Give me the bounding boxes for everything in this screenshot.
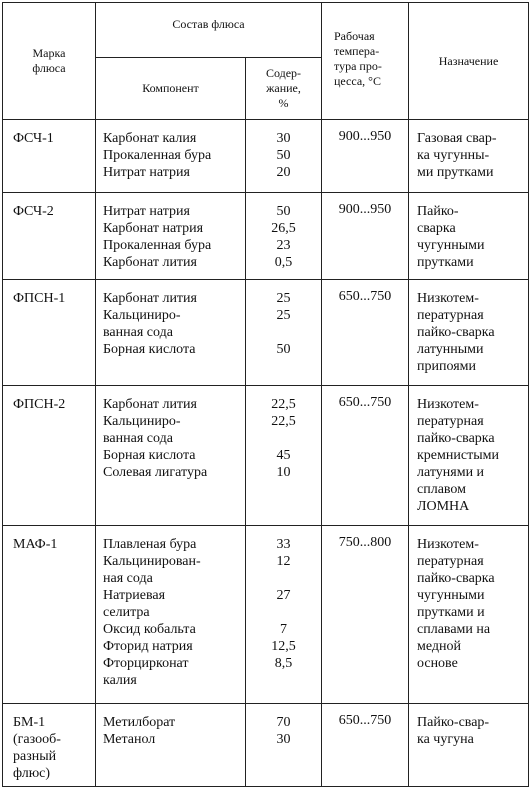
table-row [3, 704, 529, 787]
brand-cell: ФПСН-2 [3, 386, 96, 526]
brand-cell: МАФ-1 [3, 526, 96, 704]
components-cell: Карбонат лития Кальциниро- ванная сода Борная кислота [96, 280, 246, 386]
components-cell: Нитрат натрия Карбонат натрия Прокаленная бура Карбонат лития [96, 193, 246, 280]
header-content: Содер- жание, % [246, 58, 322, 120]
temperature-cell: 750...800 [322, 526, 409, 704]
components-cell: Метилборат Метанол [96, 704, 246, 787]
purpose-cell: Пайко-свар- ка чугуна [409, 704, 529, 787]
table-row [3, 386, 529, 526]
table-row [3, 120, 529, 193]
contents-cell: 33 12 27 7 12,5 8,5 [246, 526, 322, 704]
header-brand: Марка флюса [3, 3, 96, 120]
temperature-cell: 900...950 [322, 193, 409, 280]
contents-cell: 70 30 [246, 704, 322, 787]
temperature-cell: 650...750 [322, 704, 409, 787]
contents-cell: 22,5 22,5 45 10 [246, 386, 322, 526]
header-temperature: Рабочая темпера- тура про- цесса, °C [322, 3, 409, 120]
table-row [3, 526, 529, 704]
contents-cell: 30 50 20 [246, 120, 322, 193]
header-composition: Состав флюса [96, 3, 322, 58]
contents-cell: 25 25 50 [246, 280, 322, 386]
table-row [3, 280, 529, 386]
brand-cell: БМ-1 (газооб- разный флюс) [3, 704, 96, 787]
purpose-cell: Низкотем- пературная пайко-сварка чугунными прутками и сплавами на медной основе [409, 526, 529, 704]
brand-cell: ФСЧ-1 [3, 120, 96, 193]
components-cell: Карбонат лития Кальциниро- ванная сода Борная кислота Солевая лигатура [96, 386, 246, 526]
contents-cell: 50 26,5 23 0,5 [246, 193, 322, 280]
temperature-cell: 650...750 [322, 280, 409, 386]
brand-cell: ФПСН-1 [3, 280, 96, 386]
temperature-cell: 650...750 [322, 386, 409, 526]
components-cell: Плавленая бура Кальцинирован- ная сода Натриевая селитра Оксид кобальта Фторид натрия Фторцирконат калия [96, 526, 246, 704]
flux-table [2, 2, 529, 787]
header-row [3, 3, 529, 58]
header-component: Компонент [96, 58, 246, 120]
header-purpose: Назначение [409, 3, 529, 120]
purpose-cell: Газовая свар- ка чугунны- ми прутками [409, 120, 529, 193]
temperature-cell: 900...950 [322, 120, 409, 193]
table-row [3, 193, 529, 280]
purpose-cell: Низкотем- пературная пайко-сварка кремнистыми латунями и сплавом ЛОМНА [409, 386, 529, 526]
purpose-cell: Пайко- сварка чугунными прутками [409, 193, 529, 280]
brand-cell: ФСЧ-2 [3, 193, 96, 280]
purpose-cell: Низкотем- пературная пайко-сварка латунными припоями [409, 280, 529, 386]
components-cell: Карбонат калия Прокаленная бура Нитрат натрия [96, 120, 246, 193]
